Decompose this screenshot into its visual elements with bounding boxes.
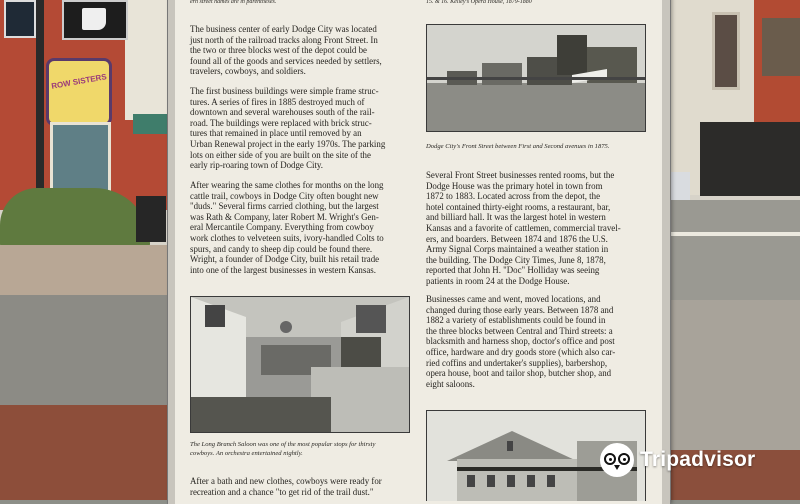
- saloon-photo-caption: The Long Branch Saloon was one of the most popular stops for thirsty cowboys. An orchestra entertained nightly.: [190, 441, 376, 457]
- left-brick-pavement: [0, 405, 170, 500]
- left-shop-sign: [46, 58, 112, 126]
- green-awning: [133, 114, 171, 134]
- front-street-1875-photo: [426, 24, 646, 132]
- plaque-col1-paragraph-3: After wearing the same clothes for months on the long cattle trail, cowboys in Dodge City often bought new "duds." Several firms carried clothing, but the largest was Rath & Company, later Robert M. Wright's Gen- eral Mercantile Company. Everything from cowboy work clothes to velveteen suits, ivory-handled Colts to spurs, and candy to sheep dip could be found there. Wright, a founder of Dodge City, built his retail trade into one of the largest businesses in western Kansas.: [190, 180, 384, 275]
- plaque-frame-left: [168, 0, 175, 504]
- street-sign: [4, 0, 36, 38]
- saloon-photo-graphic: [191, 297, 409, 432]
- owl-right-eye: [618, 453, 630, 465]
- tripadvisor-watermark: [600, 442, 755, 478]
- plaque-col1-paragraph-2: The first business buildings were simple frame struc- tures. A series of fires in 1885 destroyed much of downtown and several warehouses south of the rail- road. The buildings were replaced with brick struc- tures that remained in place until removed by an Urban Renewal project in the early 1970s. The parking lots on either side of you are built on the site of the early rip-roaring town of Dodge City.: [190, 86, 386, 171]
- owl-left-eye: [604, 453, 616, 465]
- right-sidewalk: [670, 300, 800, 450]
- right-road: [670, 200, 800, 300]
- right-brick-window: [762, 18, 800, 76]
- plaque-top-fragment-left: ern street names are in parentheses.: [190, 0, 277, 5]
- front-street-photo-caption: Dodge City's Front Street between First and Second avenues in 1875.: [426, 143, 610, 150]
- plaque-col2-paragraph-2: Businesses came and went, moved locations, and changed during those early years. Between 1878 and 1882 a variety of establishments could be found in the three blocks between Central and Third streets: a blacksmith and harness shop, doctor's office and post office, hardware and dry goods store (which also car- ried coffins and undertaker's supplies), barbershop, opera house, boot and tailor shop, butcher shop, and eight saloons.: [426, 294, 616, 389]
- boot-icon-sign: [62, 0, 128, 40]
- tripadvisor-wordmark: Tripadvisor: [640, 448, 756, 471]
- long-branch-saloon-photo: [190, 296, 410, 433]
- trash-can: [136, 196, 166, 242]
- road-marking: [670, 232, 800, 236]
- parked-car: [670, 172, 690, 202]
- left-road: [0, 295, 170, 405]
- sign-pole: [36, 0, 44, 210]
- plaque-top-fragment-right: 15. & 16. Kelley's Opera House, 1879-1880: [426, 0, 532, 5]
- plaque-col1-paragraph-1: The business center of early Dodge City was located just north of the railroad tracks along Front Street. In the two or three blocks west of the depot could be found all of the goods and services needed by settlers, travelers, cowboys, and soldiers.: [190, 24, 382, 77]
- left-sidewalk: [0, 245, 170, 295]
- owl-beak: [614, 465, 620, 470]
- plaque-frame-right: [662, 0, 670, 504]
- left-shop-sign-text: ROW SISTERS: [50, 72, 108, 91]
- tripadvisor-owl-icon: [600, 443, 634, 477]
- right-storefront: [700, 122, 800, 196]
- left-building-upper-facade: [125, 0, 170, 120]
- front-street-photo-graphic: [427, 25, 645, 131]
- plaque-col1-paragraph-4: After a bath and new clothes, cowboys were ready for recreation and a chance "to get rid of the trail dust.": [190, 476, 382, 497]
- right-building-window: [712, 12, 740, 90]
- plaque-col2-paragraph-1: Several Front Street businesses rented rooms, but the Dodge House was the primary hotel in town from 1872 to 1883. Located across from the depot, the hotel contained thirty-eight rooms, a restaurant, bar, and billiard hall. It was the largest hotel in western Kansas and a favorite of cattlemen, commercial travel- ers, and boarders. Between 1874 and 1876 the U.S. Army Signal Corps maintained a weather station in the building. The Dodge City Times, June 8, 1878, reported that John H. "Doc" Holliday was seeing patients in room 24 at the Dodge House.: [426, 170, 621, 286]
